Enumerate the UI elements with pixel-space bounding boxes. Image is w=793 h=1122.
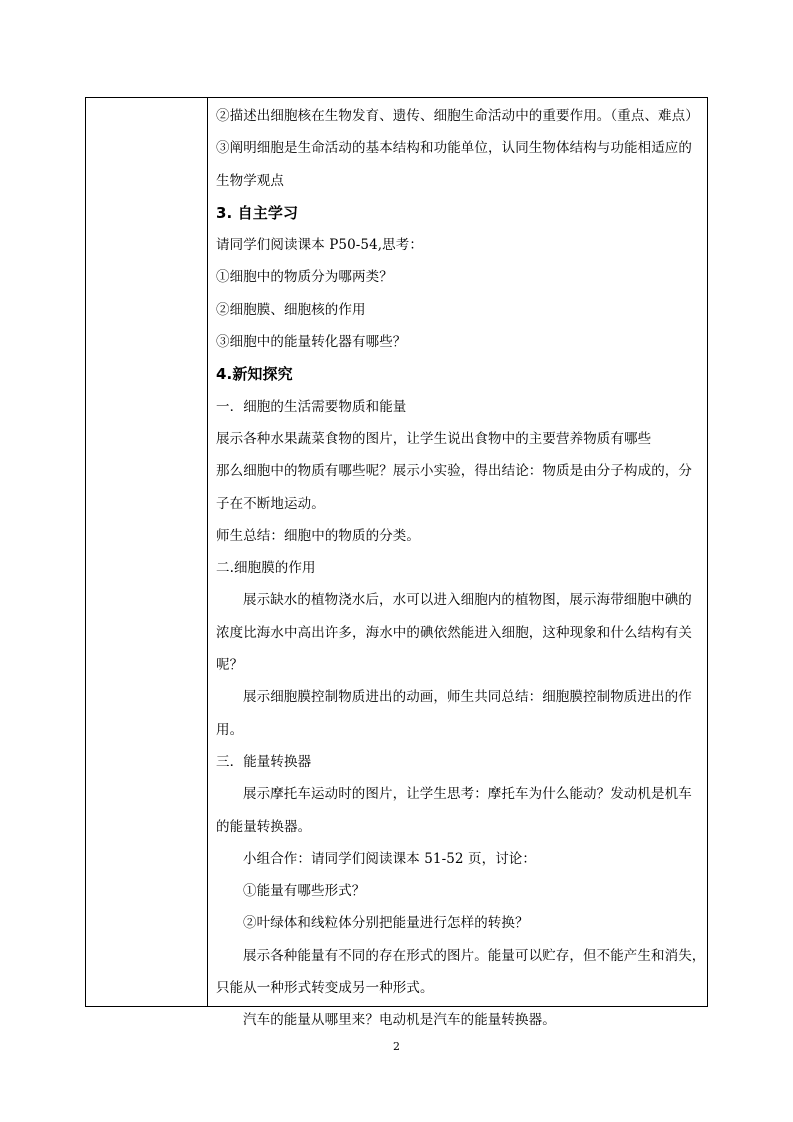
text-line: 展示细胞膜控制物质进出的动画，师生共同总结：细胞膜控制物质进出的作 (243, 689, 692, 706)
section-heading: 3. 自主学习 (216, 203, 299, 222)
text-line: 一．细胞的生活需要物质和能量 (216, 398, 407, 415)
text-line: 的能量转换器。 (216, 818, 312, 835)
text-line: 二.细胞膜的作用 (216, 560, 316, 577)
text-line: ③阐明细胞是生命活动的基本结构和功能单位，认同生物体结构与功能相适应的 (216, 140, 692, 157)
text-line: 浓度比海水中高出许多，海水中的碘依然能进入细胞，这种现象和什么结构有关 (216, 624, 692, 641)
text-line: ①能量有哪些形式？ (243, 883, 366, 900)
text-line: ②叶绿体和线粒体分别把能量进行怎样的转换？ (243, 915, 529, 932)
text-line: 生物学观点 (216, 172, 284, 189)
text-line: 展示摩托车运动时的图片，让学生思考：摩托车为什么能动？发动机是机车 (243, 786, 692, 803)
text-line: 展示各种能量有不同的存在形式的图片。能量可以贮存，但不能产生和消失， (243, 947, 706, 964)
page-number: 2 (393, 1040, 400, 1053)
text-line: ①细胞中的物质分为哪两类？ (216, 269, 393, 286)
section-heading: 4.新知探究 (216, 365, 293, 384)
text-line: 展示缺水的植物浇水后，水可以进入细胞内的植物图，展示海带细胞中碘的 (243, 592, 692, 609)
text-line: ③细胞中的能量转化器有哪些？ (216, 334, 407, 351)
text-line: 师生总结：细胞中的物质的分类。 (216, 527, 420, 544)
text-line: 呢？ (216, 657, 244, 674)
text-line: 那么细胞中的物质有哪些呢？展示小实验，得出结论：物质是由分子构成的，分 (216, 463, 692, 480)
text-line: ②细胞膜、细胞核的作用 (216, 301, 366, 318)
text-line: 小组合作：请同学们阅读课本 51-52 页，讨论： (243, 850, 536, 867)
text-line: 展示各种水果蔬菜食物的图片，让学生说出食物中的主要营养物质有哪些 (216, 430, 652, 447)
column-divider (207, 98, 208, 1006)
text-line: 用。 (216, 721, 244, 738)
text-line: 子在不断地运动。 (216, 495, 325, 512)
text-line: ②描述出细胞核在生物发育、遗传、细胞生命活动中的重要作用。（重点、难点） (216, 108, 699, 124)
content-cell (216, 100, 704, 1037)
text-line: 汽车的能量从哪里来？电动机是汽车的能量转换器。 (243, 1012, 556, 1029)
text-line: 请同学们阅读课本 P50-54,思考： (216, 237, 423, 254)
lesson-table (85, 97, 708, 1029)
text-line: 三．能量转换器 (216, 753, 312, 770)
text-line: 只能从一种形式转变成另一种形式。 (216, 980, 434, 997)
